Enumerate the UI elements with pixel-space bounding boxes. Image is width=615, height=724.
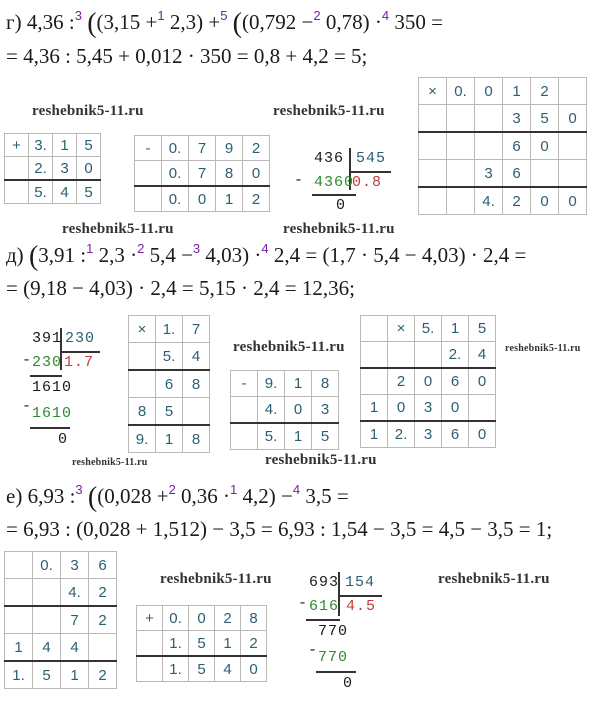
grid-cell xyxy=(361,316,388,342)
grid-row xyxy=(137,606,267,631)
watermark: reshebnik5-11.ru xyxy=(233,339,345,355)
grid-cell: 7 xyxy=(189,161,216,187)
grid-cell xyxy=(89,634,117,662)
grid-cell xyxy=(419,105,447,133)
expr-text: г) 4,36 : xyxy=(6,10,75,34)
grid-cell: × xyxy=(419,78,447,105)
grid-cell xyxy=(419,160,447,188)
grid-row xyxy=(137,631,267,657)
addition-grid-0-028 xyxy=(136,605,267,682)
grid-cell: + xyxy=(5,134,29,157)
expr-text: д) xyxy=(6,243,24,267)
multiplication-grid-1-7 xyxy=(128,315,210,453)
expr-text: 2,4 = (1,7 · 5,4 − 4,03) · 2,4 = xyxy=(273,243,527,267)
grid-cell: 6 xyxy=(442,421,469,448)
grid-row xyxy=(361,421,496,448)
grid-cell: 1 xyxy=(503,78,531,105)
open-paren: ( xyxy=(28,241,39,272)
grid-cell: 2 xyxy=(503,187,531,215)
grid-cell xyxy=(559,78,587,105)
step-marker: 4 xyxy=(261,241,269,256)
expression-e-line2: = 6,93 : (0,028 + 1,512) − 3,5 = 6,93 : 1,54 − 3,5 = 4,5 − 3,5 = 1; xyxy=(6,517,553,541)
grid-cell: 0 xyxy=(189,186,216,212)
grid-cell: 4. xyxy=(475,187,503,215)
grid-cell: 0 xyxy=(243,161,270,187)
grid-row xyxy=(135,136,270,161)
grid-cell xyxy=(361,368,388,395)
grid-cell: 5. xyxy=(156,343,183,371)
grid-row xyxy=(5,634,117,662)
grid-cell: 4. xyxy=(258,397,285,424)
subtraction-grid-9-18 xyxy=(230,370,339,450)
grid-cell: 4 xyxy=(53,180,77,204)
grid-cell: 1. xyxy=(156,316,183,343)
grid-cell: 0 xyxy=(415,368,442,395)
grid-cell: 5. xyxy=(258,423,285,450)
grid-cell xyxy=(531,160,559,188)
expr-text: е) 6,93 : xyxy=(6,484,76,508)
grid-cell xyxy=(447,160,475,188)
grid-row xyxy=(129,425,210,453)
grid-cell: 5 xyxy=(33,661,61,689)
expr-text: 5,4 − xyxy=(149,243,193,267)
grid-cell xyxy=(559,132,587,160)
grid-cell: 3 xyxy=(312,397,339,424)
grid-row xyxy=(129,398,210,426)
grid-cell xyxy=(231,423,258,450)
grid-cell xyxy=(129,370,156,398)
quotient: 1.7 xyxy=(64,354,95,371)
grid-cell: 1 xyxy=(215,631,241,657)
divisor: 154 xyxy=(345,574,376,591)
grid-cell xyxy=(447,187,475,215)
divisor: 545 xyxy=(356,150,387,167)
grid-cell xyxy=(5,579,33,607)
grid-cell: 1 xyxy=(285,423,312,450)
expression-d-line2: = (9,18 − 4,03) · 2,4 = 5,15 · 2,4 = 12,36; xyxy=(6,276,355,300)
grid-cell xyxy=(137,656,163,682)
grid-row xyxy=(137,656,267,682)
grid-cell: 1. xyxy=(163,656,189,682)
watermark: reshebnik5-11.ru xyxy=(283,221,395,237)
watermark: reshebnik5-11.ru xyxy=(160,571,272,587)
divisor: 230 xyxy=(65,330,96,347)
grid-cell xyxy=(419,187,447,215)
grid-cell: 0 xyxy=(469,421,496,448)
grid-cell: 0 xyxy=(77,157,101,181)
multiplication-grid-5-15 xyxy=(360,315,496,448)
dividend: 436 xyxy=(314,150,345,167)
result-line xyxy=(312,194,356,196)
grid-cell xyxy=(559,160,587,188)
expr-text: 350 = xyxy=(394,10,443,34)
grid-cell: 2 xyxy=(531,78,559,105)
grid-cell: 9 xyxy=(216,136,243,161)
grid-row xyxy=(129,343,210,371)
watermark: reshebnik5-11.ru xyxy=(438,571,550,587)
grid-cell xyxy=(5,552,33,579)
grid-cell: 1 xyxy=(442,316,469,342)
step-marker: 4 xyxy=(381,8,390,23)
grid-row xyxy=(5,552,117,579)
grid-cell xyxy=(135,186,162,212)
grid-cell: 0. xyxy=(162,161,189,187)
grid-cell: 5 xyxy=(312,423,339,450)
grid-cell xyxy=(5,157,29,181)
grid-cell: 1 xyxy=(156,425,183,453)
result-line xyxy=(30,375,62,377)
grid-cell: 0. xyxy=(162,186,189,212)
quotient: 4.5 xyxy=(346,598,377,615)
grid-cell: 0 xyxy=(285,397,312,424)
watermark: reshebnik5-11.ru xyxy=(505,343,581,354)
expression-g-line1 xyxy=(6,3,443,37)
grid-cell: 1 xyxy=(285,371,312,397)
watermark: reshebnik5-11.ru xyxy=(62,221,174,237)
grid-cell: 9. xyxy=(258,371,285,397)
grid-row xyxy=(361,395,496,422)
result-line xyxy=(30,427,70,429)
grid-cell: 8 xyxy=(241,606,267,631)
grid-row xyxy=(5,606,117,634)
remainder: 0 xyxy=(343,675,354,692)
grid-cell: 5. xyxy=(415,316,442,342)
grid-cell: 0. xyxy=(162,136,189,161)
grid-cell xyxy=(137,631,163,657)
grid-cell: 5 xyxy=(77,134,101,157)
grid-cell: 5 xyxy=(77,180,101,204)
grid-cell: 5 xyxy=(531,105,559,133)
divisor-underline xyxy=(338,595,382,597)
grid-cell: 1 xyxy=(361,421,388,448)
expr-text: 2,3 · xyxy=(98,243,138,267)
grid-cell: 4 xyxy=(33,634,61,662)
grid-row xyxy=(231,423,339,450)
step-marker: 3 xyxy=(192,241,201,256)
open-paren: ( xyxy=(232,8,242,39)
grid-cell: 6 xyxy=(503,160,531,188)
grid-cell xyxy=(361,342,388,369)
grid-cell: 2 xyxy=(89,661,117,689)
grid-cell: - xyxy=(135,136,162,161)
grid-cell: 2 xyxy=(89,579,117,607)
minus-sign: - xyxy=(298,595,309,612)
grid-cell: 8 xyxy=(129,398,156,426)
grid-cell: 0. xyxy=(163,606,189,631)
grid-cell: 0 xyxy=(559,187,587,215)
grid-cell: 6 xyxy=(442,368,469,395)
grid-row xyxy=(361,368,496,395)
grid-cell: 2. xyxy=(442,342,469,369)
grid-cell: 0 xyxy=(241,656,267,682)
divisor-underline xyxy=(349,171,391,173)
grid-cell: 1 xyxy=(5,634,33,662)
grid-cell: 5. xyxy=(29,180,53,204)
grid-row xyxy=(129,316,210,343)
grid-row xyxy=(135,186,270,212)
multiplication-grid-0-36 xyxy=(4,551,117,689)
grid-cell: 1 xyxy=(216,186,243,212)
grid-cell: 6 xyxy=(89,552,117,579)
open-paren: ( xyxy=(87,482,98,513)
watermark: reshebnik5-11.ru xyxy=(273,103,385,119)
grid-cell xyxy=(447,132,475,160)
grid-cell: 4 xyxy=(469,342,496,369)
grid-cell: 5 xyxy=(156,398,183,426)
grid-row xyxy=(5,134,101,157)
grid-cell: 0 xyxy=(531,132,559,160)
expr-text: 3,91 : xyxy=(38,243,87,267)
partial-remainder: 770 xyxy=(318,623,349,640)
grid-cell xyxy=(183,398,210,426)
expr-text: 4,2) − xyxy=(242,484,293,508)
step-marker: 1 xyxy=(230,482,238,497)
quotient: 0.8 xyxy=(352,174,383,191)
grid-cell xyxy=(129,343,156,371)
grid-cell: 8 xyxy=(183,425,210,453)
step-marker: 2 xyxy=(168,482,176,497)
grid-cell: 6 xyxy=(156,370,183,398)
step-marker: 5 xyxy=(220,8,228,23)
watermark: reshebnik5-11.ru xyxy=(32,103,144,119)
grid-cell xyxy=(475,105,503,133)
grid-cell xyxy=(33,606,61,634)
grid-cell: 0 xyxy=(442,395,469,422)
result-line xyxy=(306,619,340,621)
grid-cell: 2 xyxy=(243,186,270,212)
grid-cell xyxy=(231,397,258,424)
subtrahend: 4360 xyxy=(314,174,355,191)
step-marker: 3 xyxy=(75,482,83,497)
expression-d-line1 xyxy=(6,236,526,270)
grid-cell: 7 xyxy=(61,606,89,634)
expr-text: (0,028 + xyxy=(97,484,169,508)
subtrahend: 616 xyxy=(309,598,340,615)
grid-cell: 2 xyxy=(243,136,270,161)
grid-cell: 8 xyxy=(216,161,243,187)
grid-cell: 6 xyxy=(503,132,531,160)
subtraction-grid-0-792 xyxy=(134,135,270,212)
remainder: 0 xyxy=(336,197,347,214)
grid-cell: 3 xyxy=(503,105,531,133)
grid-cell xyxy=(33,579,61,607)
grid-cell: × xyxy=(388,316,415,342)
grid-cell: 5 xyxy=(189,631,215,657)
expr-text: 4,03) · xyxy=(205,243,262,267)
grid-cell: 5 xyxy=(469,316,496,342)
grid-cell: + xyxy=(137,606,163,631)
grid-cell xyxy=(447,105,475,133)
grid-cell xyxy=(415,342,442,369)
grid-cell: 1 xyxy=(361,395,388,422)
grid-cell: 3 xyxy=(475,160,503,188)
grid-cell: 8 xyxy=(183,370,210,398)
grid-row xyxy=(419,132,587,160)
grid-cell: 3 xyxy=(415,421,442,448)
grid-row xyxy=(361,316,496,342)
grid-cell xyxy=(5,180,29,204)
grid-cell: 3 xyxy=(61,552,89,579)
expression-g-line2: = 4,36 : 5,45 + 0,012 · 350 = 0,8 + 4,2 = 5; xyxy=(6,44,368,68)
grid-cell xyxy=(388,342,415,369)
grid-cell: - xyxy=(231,371,258,397)
open-paren: ( xyxy=(87,8,97,39)
grid-cell: 0 xyxy=(469,368,496,395)
grid-cell xyxy=(469,395,496,422)
grid-row xyxy=(419,187,587,215)
grid-cell: 4 xyxy=(61,634,89,662)
dividend: 693 xyxy=(309,574,340,591)
minus-sign: - xyxy=(308,642,319,659)
grid-cell: 1. xyxy=(5,661,33,689)
grid-cell: 2. xyxy=(388,421,415,448)
subtrahend: 230 xyxy=(32,354,63,371)
addition-grid-3-15 xyxy=(4,133,101,204)
step-marker: 1 xyxy=(86,241,94,256)
grid-cell: 2 xyxy=(241,631,267,657)
grid-row xyxy=(5,180,101,204)
result-line xyxy=(316,671,356,673)
remainder: 0 xyxy=(58,431,69,448)
grid-cell xyxy=(475,132,503,160)
grid-cell: 9. xyxy=(129,425,156,453)
grid-cell: 4 xyxy=(215,656,241,682)
grid-cell: 0 xyxy=(388,395,415,422)
step-marker: 1 xyxy=(157,8,165,23)
expression-e-line1 xyxy=(6,477,349,511)
grid-cell: 1 xyxy=(53,134,77,157)
expr-text: (3,15 + xyxy=(96,10,158,34)
grid-cell: 0 xyxy=(559,105,587,133)
expr-text: 0,36 · xyxy=(181,484,231,508)
grid-cell: 3 xyxy=(415,395,442,422)
grid-cell: 3. xyxy=(29,134,53,157)
step-marker: 3 xyxy=(74,8,82,23)
grid-cell: × xyxy=(129,316,156,343)
grid-cell: 2. xyxy=(29,157,53,181)
grid-row xyxy=(5,157,101,181)
minus-sign: - xyxy=(22,398,33,415)
grid-row xyxy=(419,78,587,105)
grid-row xyxy=(231,397,339,424)
grid-cell: 0 xyxy=(531,187,559,215)
grid-row xyxy=(419,105,587,133)
grid-row xyxy=(361,342,496,369)
grid-cell: 5 xyxy=(189,656,215,682)
grid-cell: 1. xyxy=(163,631,189,657)
grid-cell: 2 xyxy=(388,368,415,395)
expr-text: 0,78) · xyxy=(325,10,382,34)
grid-cell xyxy=(5,606,33,634)
subtrahend: 1610 xyxy=(32,405,73,422)
step-marker: 2 xyxy=(313,8,321,23)
grid-row xyxy=(5,579,117,607)
grid-cell: 0 xyxy=(475,78,503,105)
grid-cell: 4. xyxy=(61,579,89,607)
grid-cell: 2 xyxy=(89,606,117,634)
dividend: 391 xyxy=(32,330,63,347)
expr-text: 2,3) + xyxy=(169,10,221,34)
subtrahend: 770 xyxy=(318,649,349,666)
grid-row xyxy=(419,160,587,188)
expr-text: 3,5 = xyxy=(305,484,349,508)
watermark: reshebnik5-11.ru xyxy=(72,457,148,468)
grid-cell: 7 xyxy=(183,316,210,343)
grid-cell xyxy=(419,132,447,160)
grid-cell: 1 xyxy=(61,661,89,689)
grid-row xyxy=(129,370,210,398)
grid-cell: 0. xyxy=(447,78,475,105)
expr-text: (0,792 − xyxy=(242,10,314,34)
grid-cell: 4 xyxy=(183,343,210,371)
partial-remainder: 1610 xyxy=(32,379,73,396)
divisor-underline xyxy=(60,351,100,353)
grid-cell: 7 xyxy=(189,136,216,161)
step-marker: 2 xyxy=(137,241,145,256)
grid-row xyxy=(135,161,270,187)
grid-cell: 0 xyxy=(189,606,215,631)
step-marker: 4 xyxy=(292,482,301,497)
grid-cell: 8 xyxy=(312,371,339,397)
watermark: reshebnik5-11.ru xyxy=(265,452,377,468)
grid-row xyxy=(231,371,339,397)
grid-row xyxy=(5,661,117,689)
grid-cell: 2 xyxy=(215,606,241,631)
grid-cell: 0. xyxy=(33,552,61,579)
minus-sign: - xyxy=(294,172,305,189)
grid-cell: 3 xyxy=(53,157,77,181)
minus-sign: - xyxy=(22,352,33,369)
grid-cell xyxy=(135,161,162,187)
multiplication-grid-0-012 xyxy=(418,77,587,215)
